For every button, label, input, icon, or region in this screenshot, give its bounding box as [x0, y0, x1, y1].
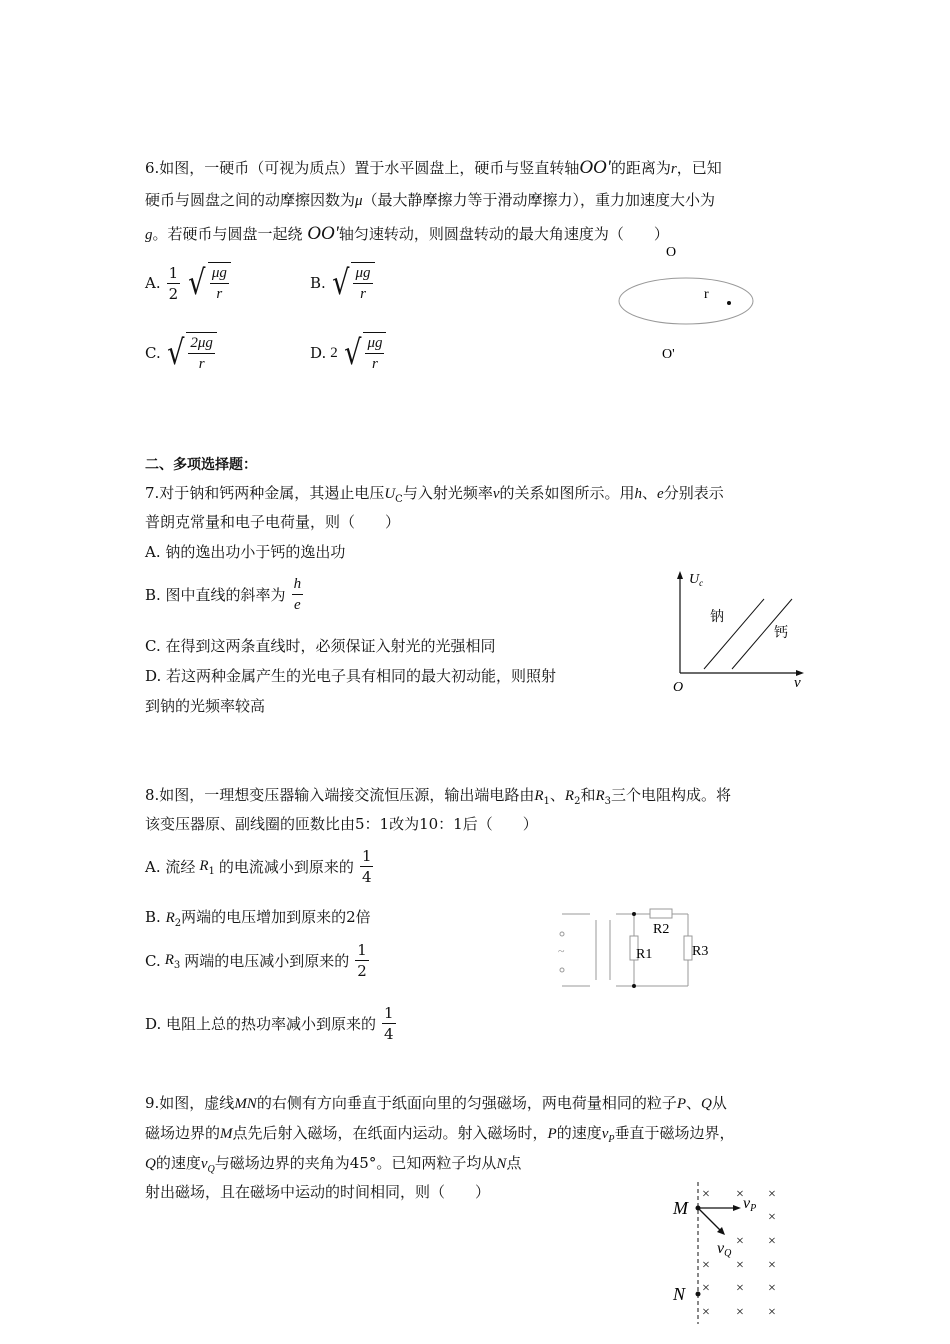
label-m: M — [673, 1198, 688, 1218]
q7-stem-line-1: 7.对于钠和钙两种金属，其遏止电压$U_C$与入射光频率ν的关系如图所示。用h、e分别表示 — [145, 484, 724, 505]
q6-stem-line-3: g。若硬币与圆盘一起绕 OO'轴匀速转动，则圆盘转动的最大角速度为（ ） — [145, 223, 669, 244]
svg-text:×: × — [702, 1187, 710, 1202]
q9-field-figure — [665, 1178, 790, 1328]
svg-text:×: × — [768, 1187, 776, 1202]
q9-stem-line-1: 9.如图，虚线MN的右侧有方向垂直于纸面向里的匀强磁场，两电荷量相同的粒子P、Q从 — [145, 1094, 727, 1112]
svg-text:×: × — [768, 1234, 776, 1249]
svg-text:×: × — [768, 1281, 776, 1296]
ac-source-symbol: ~ — [558, 944, 565, 958]
q6-option-c[interactable]: C. √ $\frac{2\mu g}{r}$ — [145, 332, 217, 374]
vp-label: vP — [743, 1195, 757, 1214]
q7-option-d-line-2[interactable]: 到钠的光频率较高 — [145, 697, 266, 715]
svg-text:×: × — [702, 1258, 710, 1273]
q6-option-a[interactable]: A. $\frac{1}{2}$ √ $\frac{\mu g}{r}$ — [145, 262, 231, 304]
q8-stem-line-1: 8.如图，一理想变压器输入端接交流恒压源，输出端电路由$R_1$、$R_2$和$R_3$三个电阻构成。将 — [145, 786, 732, 807]
svg-text:×: × — [768, 1258, 776, 1273]
q8-option-d[interactable]: D. 电阻上总的热功率减小到原来的 $\frac{1}{4}$ — [145, 1004, 394, 1043]
origin-label: O — [673, 680, 684, 695]
q7-option-a[interactable]: A. 钠的逸出功小于钙的逸出功 — [145, 543, 346, 561]
q6-option-b[interactable]: B. √ $\frac{\mu g}{r}$ — [310, 262, 375, 304]
q9-stem-line-3: Q的速度$v_Q$与磁场边界的夹角为45°。已知两粒子均从N点 — [145, 1154, 522, 1175]
svg-text:×: × — [768, 1305, 776, 1320]
axis-bottom-label: O' — [662, 347, 675, 362]
svg-text:×: × — [736, 1258, 744, 1273]
r1-label: R1 — [636, 947, 653, 962]
q7-graph — [660, 565, 820, 700]
svg-text:×: × — [702, 1305, 710, 1320]
q6-disc-figure — [610, 238, 770, 368]
vq-label: vQ — [717, 1240, 732, 1259]
q9-stem-line-4: 射出磁场，且在磁场中运动的时间相同，则（ ） — [145, 1183, 491, 1201]
sodium-label: 钠 — [710, 610, 724, 625]
field-crosses — [702, 1187, 776, 1320]
r2-label: R2 — [653, 922, 670, 937]
y-axis-arrow — [677, 571, 683, 579]
svg-text:×: × — [736, 1187, 744, 1202]
coin-dot — [727, 301, 731, 305]
axis-top-label: O — [666, 245, 677, 260]
y-axis-label: $U_c$ — [689, 572, 704, 588]
svg-text:×: × — [736, 1234, 744, 1249]
r3-resistor — [684, 936, 692, 960]
q8-stem-line-2: 该变压器原、副线圈的匝数比由5：1改为10：1后（ ） — [145, 815, 538, 833]
q7-option-b[interactable]: B. 图中直线的斜率为 $\frac{h}{e}$ — [145, 576, 302, 613]
x-axis-label: ν — [794, 675, 801, 691]
r2-resistor — [650, 909, 672, 918]
q6-stem-line-1: 6.如图，一硬币（可视为质点）置于水平圆盘上，硬币与竖直转轴OO'的距离为r，已知 — [145, 157, 722, 178]
r3-label: R3 — [692, 944, 709, 959]
svg-text:×: × — [736, 1281, 744, 1296]
q7-stem-line-2: 普朗克常量和电子电荷量，则（ ） — [145, 513, 401, 531]
vp-arrowhead — [733, 1205, 741, 1211]
svg-text:×: × — [702, 1281, 710, 1296]
node-top — [632, 912, 636, 916]
point-n — [696, 1292, 701, 1297]
q7-option-d-line-1[interactable]: D. 若这两种金属产生的光电子具有相同的最大初动能，则照射 — [145, 667, 557, 685]
calcium-label: 钙 — [774, 626, 788, 641]
q9-stem-line-2: 磁场边界的M点先后射入磁场，在纸面内运动。射入磁场时，P的速度$v_P$垂直于磁场边界， — [145, 1124, 735, 1145]
q8-circuit — [550, 900, 730, 995]
q8-option-b[interactable]: B. $R_2$两端的电压增加到原来的2倍 — [145, 908, 371, 929]
q8-option-a[interactable]: A. 流经 $R_1$ 的电流减小到原来的 $\frac{1}{4}$ — [145, 847, 372, 886]
svg-text:×: × — [736, 1305, 744, 1320]
q6-option-d[interactable]: D. 2 √ $\frac{\mu g}{r}$ — [310, 332, 386, 374]
svg-text:×: × — [768, 1210, 776, 1225]
vq-arrow — [698, 1208, 721, 1231]
q7-option-c[interactable]: C. 在得到这两条直线时，必须保证入射光的光强相同 — [145, 637, 496, 655]
q6-stem-line-2: 硬币与圆盘之间的动摩擦因数为μ（最大静摩擦力等于滑动摩擦力），重力加速度大小为 — [145, 191, 716, 209]
q8-option-c[interactable]: C. $R_3$ 两端的电压减小到原来的 $\frac{1}{2}$ — [145, 941, 367, 980]
section-title: 二、多项选择题： — [145, 457, 257, 473]
node-bottom — [632, 984, 636, 988]
label-n: N — [673, 1284, 686, 1304]
radius-label: r — [704, 287, 709, 302]
disc-ellipse — [619, 278, 753, 324]
